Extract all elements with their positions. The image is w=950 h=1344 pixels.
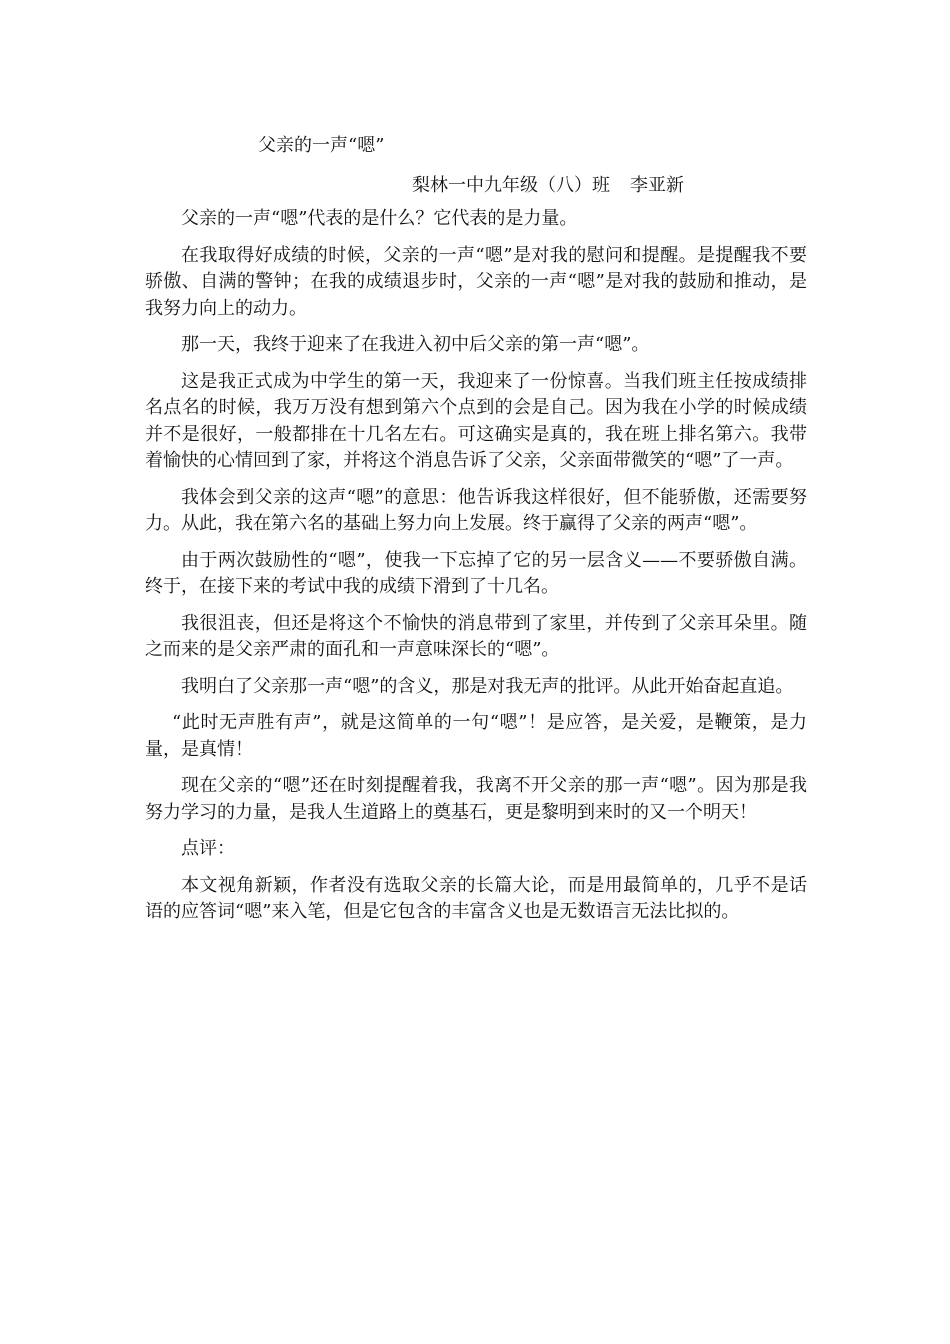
paragraph: 我明白了父亲那一声“嗯”的含义，那是对我无声的批评。从此开始奋起直追。: [181, 675, 794, 697]
paragraph: 我体会到父亲的这声“嗯”的意思：他告诉我这样很好，但不能骄傲，还需要努力。从此，我在第六名的基础上努力向上发展。终于赢得了父亲的两声“嗯”。: [145, 486, 807, 534]
comment-paragraph: 本文视角新颖，作者没有选取父亲的长篇大论，而是用最简单的，几乎不是话语的应答词“嗯”来入笔，但是它包含的丰富含义也是无数语言无法比拟的。: [145, 874, 807, 922]
document-title: 父亲的一声“嗯”: [258, 135, 385, 156]
comment-heading: 点评：: [181, 838, 235, 859]
paragraph: 父亲的一声“嗯”代表的是什么？它代表的是力量。: [181, 208, 578, 229]
byline: [412, 173, 684, 199]
byline-author: 李亚新: [630, 175, 684, 196]
paragraph: 在我取得好成绩的时候，父亲的一声“嗯”是对我的慰问和提醒。是提醒我不要骄傲、自满的警钟；在我的成绩退步时，父亲的一声“嗯”是对我的鼓励和推动，是我努力向上的动力。: [145, 244, 807, 319]
paragraph: 我很沮丧，但还是将这个不愉快的消息带到了家里，并传到了父亲耳朵里。随之而来的是父亲严肃的面孔和一声意味深长的“嗯”。: [145, 612, 807, 660]
paragraph: 现在父亲的“嗯”还在时刻提醒着我，我离不开父亲的那一声“嗯”。因为那是我努力学习的力量，是我人生道路上的奠基石，更是黎明到来时的又一个明天！: [145, 775, 807, 823]
article-body: [145, 206, 807, 936]
paragraph: 由于两次鼓励性的“嗯”，使我一下忘掉了它的另一层含义——不要骄傲自满。终于，在接下来的考试中我的成绩下滑到了十几名。: [145, 549, 807, 597]
byline-school-class: 梨林一中九年级（八）班: [412, 175, 610, 196]
paragraph: 那一天，我终于迎来了在我进入初中后父亲的第一声“嗯”。: [181, 334, 650, 355]
paragraph: 这是我正式成为中学生的第一天，我迎来了一份惊喜。当我们班主任按成绩排名点名的时候，我万万没有想到第六个点到的会是自己。因为我在小学的时候成绩并不是很好，一般都排在十几名左右。可这确实是真的，我在班上排名第六。我带着愉快的心情回到了家，并将这个消息告诉了父亲，父亲面带微笑的“嗯”了一声。: [145, 370, 807, 471]
paragraph: “此时无声胜有声”，就是这简单的一句“嗯”！是应答，是关爱，是鞭策，是力量，是真情！: [145, 712, 807, 760]
